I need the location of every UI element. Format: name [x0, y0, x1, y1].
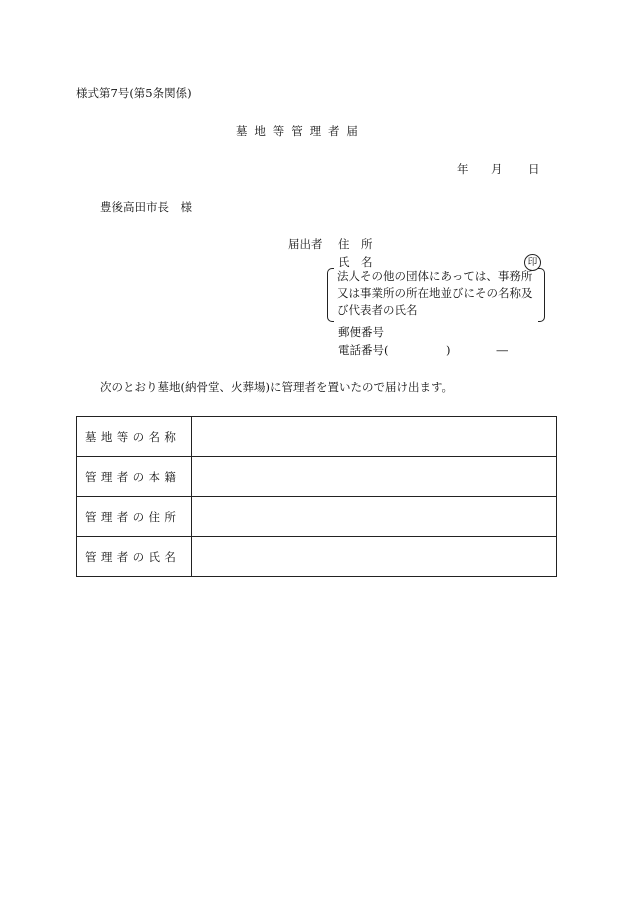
- name-label: 氏 名: [338, 255, 373, 269]
- right-bracket: [538, 268, 545, 322]
- phone-label: 電話番号( ) ―: [338, 343, 508, 357]
- page-title: 墓地等管理者届: [236, 124, 365, 138]
- address-label: 住 所: [338, 237, 373, 251]
- date-day-label: 日: [528, 162, 540, 176]
- seal-mark: 印: [524, 254, 541, 271]
- corporate-note: [327, 268, 545, 320]
- manager-domicile-field[interactable]: [192, 457, 557, 497]
- date-month-label: 月: [491, 162, 503, 176]
- table-row: [77, 497, 557, 537]
- note-line: 法人その他の団体にあっては、事務所: [337, 269, 533, 283]
- corporate-note-text: [337, 268, 533, 319]
- manager-name-field[interactable]: [192, 537, 557, 577]
- row-label: 墓地等の名称: [77, 417, 192, 457]
- date-year-label: 年: [457, 162, 469, 176]
- row-label: 管理者の住所: [77, 497, 192, 537]
- applicant-heading: 届出者: [288, 237, 323, 251]
- manager-address-field[interactable]: [192, 497, 557, 537]
- table-row: [77, 417, 557, 457]
- note-line: び代表者の氏名: [337, 303, 418, 317]
- addressee: 豊後高田市長 様: [100, 200, 192, 214]
- note-line: 又は事業所の所在地並びにその名称及: [337, 286, 533, 300]
- postal-code-label: 郵便番号: [338, 325, 384, 339]
- body-text: 次のとおり墓地(納骨堂、火葬場)に管理者を置いたので届け出ます。: [100, 380, 454, 394]
- left-bracket: [327, 268, 334, 322]
- row-label: 管理者の本籍: [77, 457, 192, 497]
- table-row: [77, 457, 557, 497]
- cemetery-name-field[interactable]: [192, 417, 557, 457]
- row-label: 管理者の氏名: [77, 537, 192, 577]
- form-number: 様式第7号(第5条関係): [76, 86, 192, 100]
- manager-info-table: [76, 416, 557, 577]
- table-row: [77, 537, 557, 577]
